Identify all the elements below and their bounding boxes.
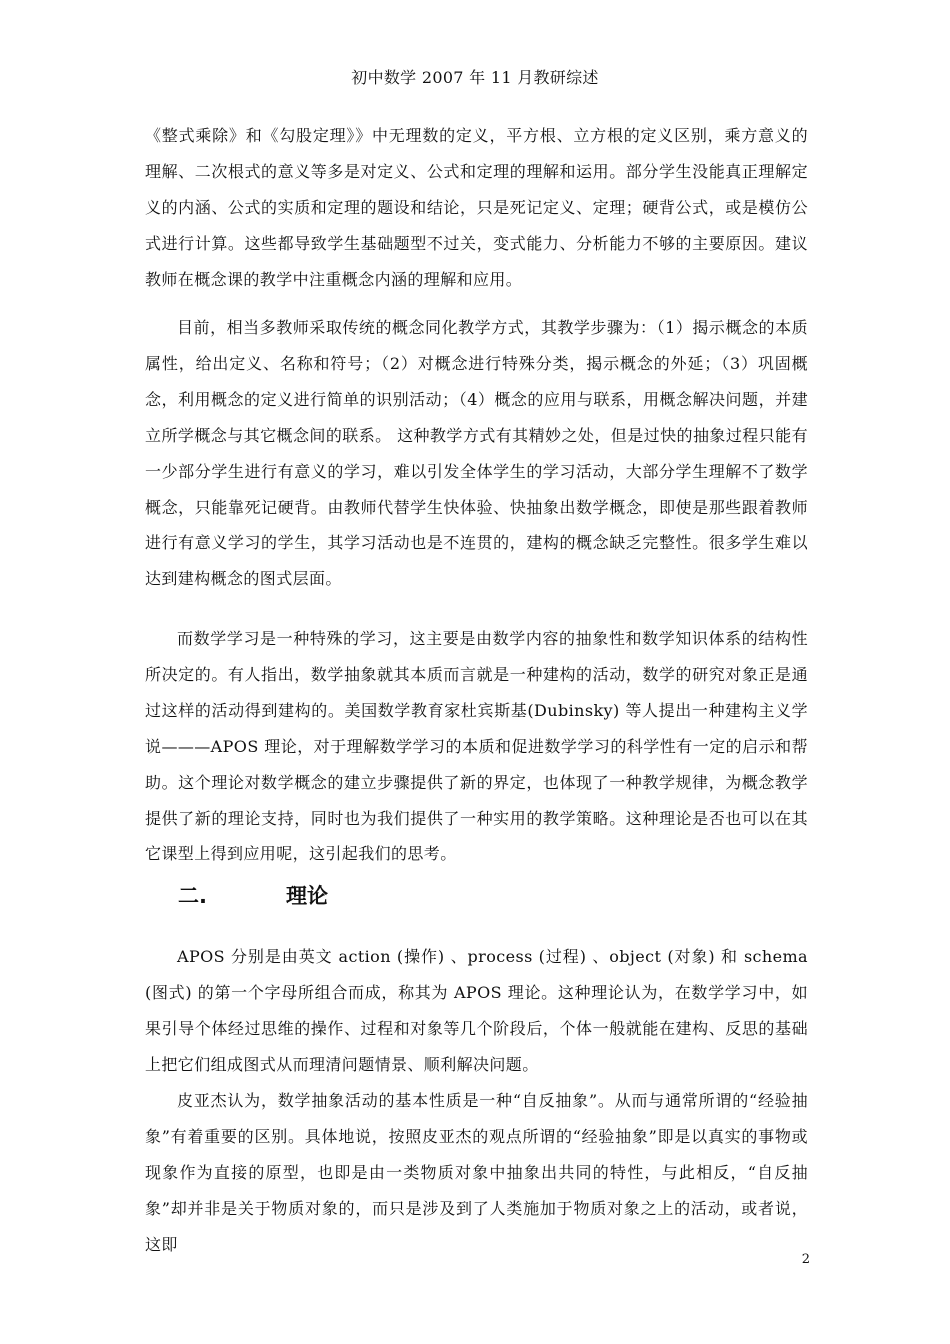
- paragraph-piaget: [145, 1083, 808, 1263]
- paragraph-text: 目前，相当多教师采取传统的概念同化教学方式，其教学步骤为：（1）揭示概念的本质属性，给出定义、名称和符号；（2）对概念进行特殊分类，揭示概念的外延；（3）巩固概念，利用概念的定义进行简单的识别活动；（4）概念的应用与联系，用概念解决问题，并建立所学概念与其它概念间的联系。 这种教学方式有其精妙之处，但是过快的抽象过程只能有一少部分学生进行有意义的学习，难以引发全体学生的学习活动，大部分学生理解不了数学概念，只能靠死记硬背。由教师代替学生快体验、快抽象出数学概念，即使是那些跟着教师进行有意义学习的学生，其学习活动也是不连贯的，建构的概念缺乏完整性。很多学生难以达到建构概念的图式层面。: [145, 318, 808, 589]
- paragraph-continuation: [145, 118, 808, 298]
- paragraph-text: 《整式乘除》和《勾股定理》》中无理数的定义，平方根、立方根的定义区别，乘方意义的理解、二次根式的意义等多是对定义、公式和定理的理解和运用。部分学生没能真正理解定义的内涵、公式的实质和定理的题设和结论，只是死记定义、定理；硬背公式，或是模仿公式进行计算。这些都导致学生基础题型不过关，变式能力、分析能力不够的主要原因。建议教师在概念课的教学中注重概念内涵的理解和应用。: [145, 126, 808, 289]
- paragraph-text: 而数学学习是一种特殊的学习，这主要是由数学内容的抽象性和数学知识体系的结构性所决定的。有人指出，数学抽象就其本质而言就是一种建构的活动，数学的研究对象正是通过这样的活动得到建构的。美国数学教育家杜宾斯基(Dubinsky) 等人提出一种建构主义学说———APOS 理论，对于理解数学学习的本质和促进数学学习的科学性有一定的启示和帮助。这个理论对数学概念的建立步骤提供了新的界定，也体现了一种教学规律，为概念教学提供了新的理论支持，同时也为我们提供了一种实用的教学策略。这种理论是否也可以在其它课型上得到应用呢，这引起我们的思考。: [145, 629, 808, 864]
- paragraph-teaching-steps: [145, 310, 808, 597]
- section-title: 理论: [286, 884, 328, 908]
- section-number: 二.: [178, 884, 207, 908]
- paragraph-text: APOS 分别是由英文 action (操作) 、process (过程) 、object (对象) 和 schema (图式) 的第一个字母所组合而成，称其为 APOS 理论。这种理论认为，在数学学习中，如果引导个体经过思维的操作、过程和对象等几个阶段后，个体一般就能在建构、反思的基础上把它们组成图式从而理清问题情景、顺利解决问题。: [145, 947, 808, 1074]
- paragraph-math-learning: [145, 621, 808, 872]
- paragraph-text: 皮亚杰认为，数学抽象活动的基本性质是一种“自反抽象”。从而与通常所谓的“经验抽象”有着重要的区别。具体地说，按照皮亚杰的观点所谓的“经验抽象”即是以真实的事物或现象作为直接的原型，也即是由一类物质对象中抽象出共同的特性，与此相反，“自反抽象”却并非是关于物质对象的，而只是涉及到了人类施加于物质对象之上的活动，或者说，这即: [145, 1091, 808, 1254]
- page-header: 初中数学 2007 年 11 月教研综述: [351, 68, 599, 87]
- paragraph-apos-definition: [145, 939, 808, 1083]
- section-heading: [178, 880, 328, 912]
- page-number: 2: [801, 1252, 810, 1267]
